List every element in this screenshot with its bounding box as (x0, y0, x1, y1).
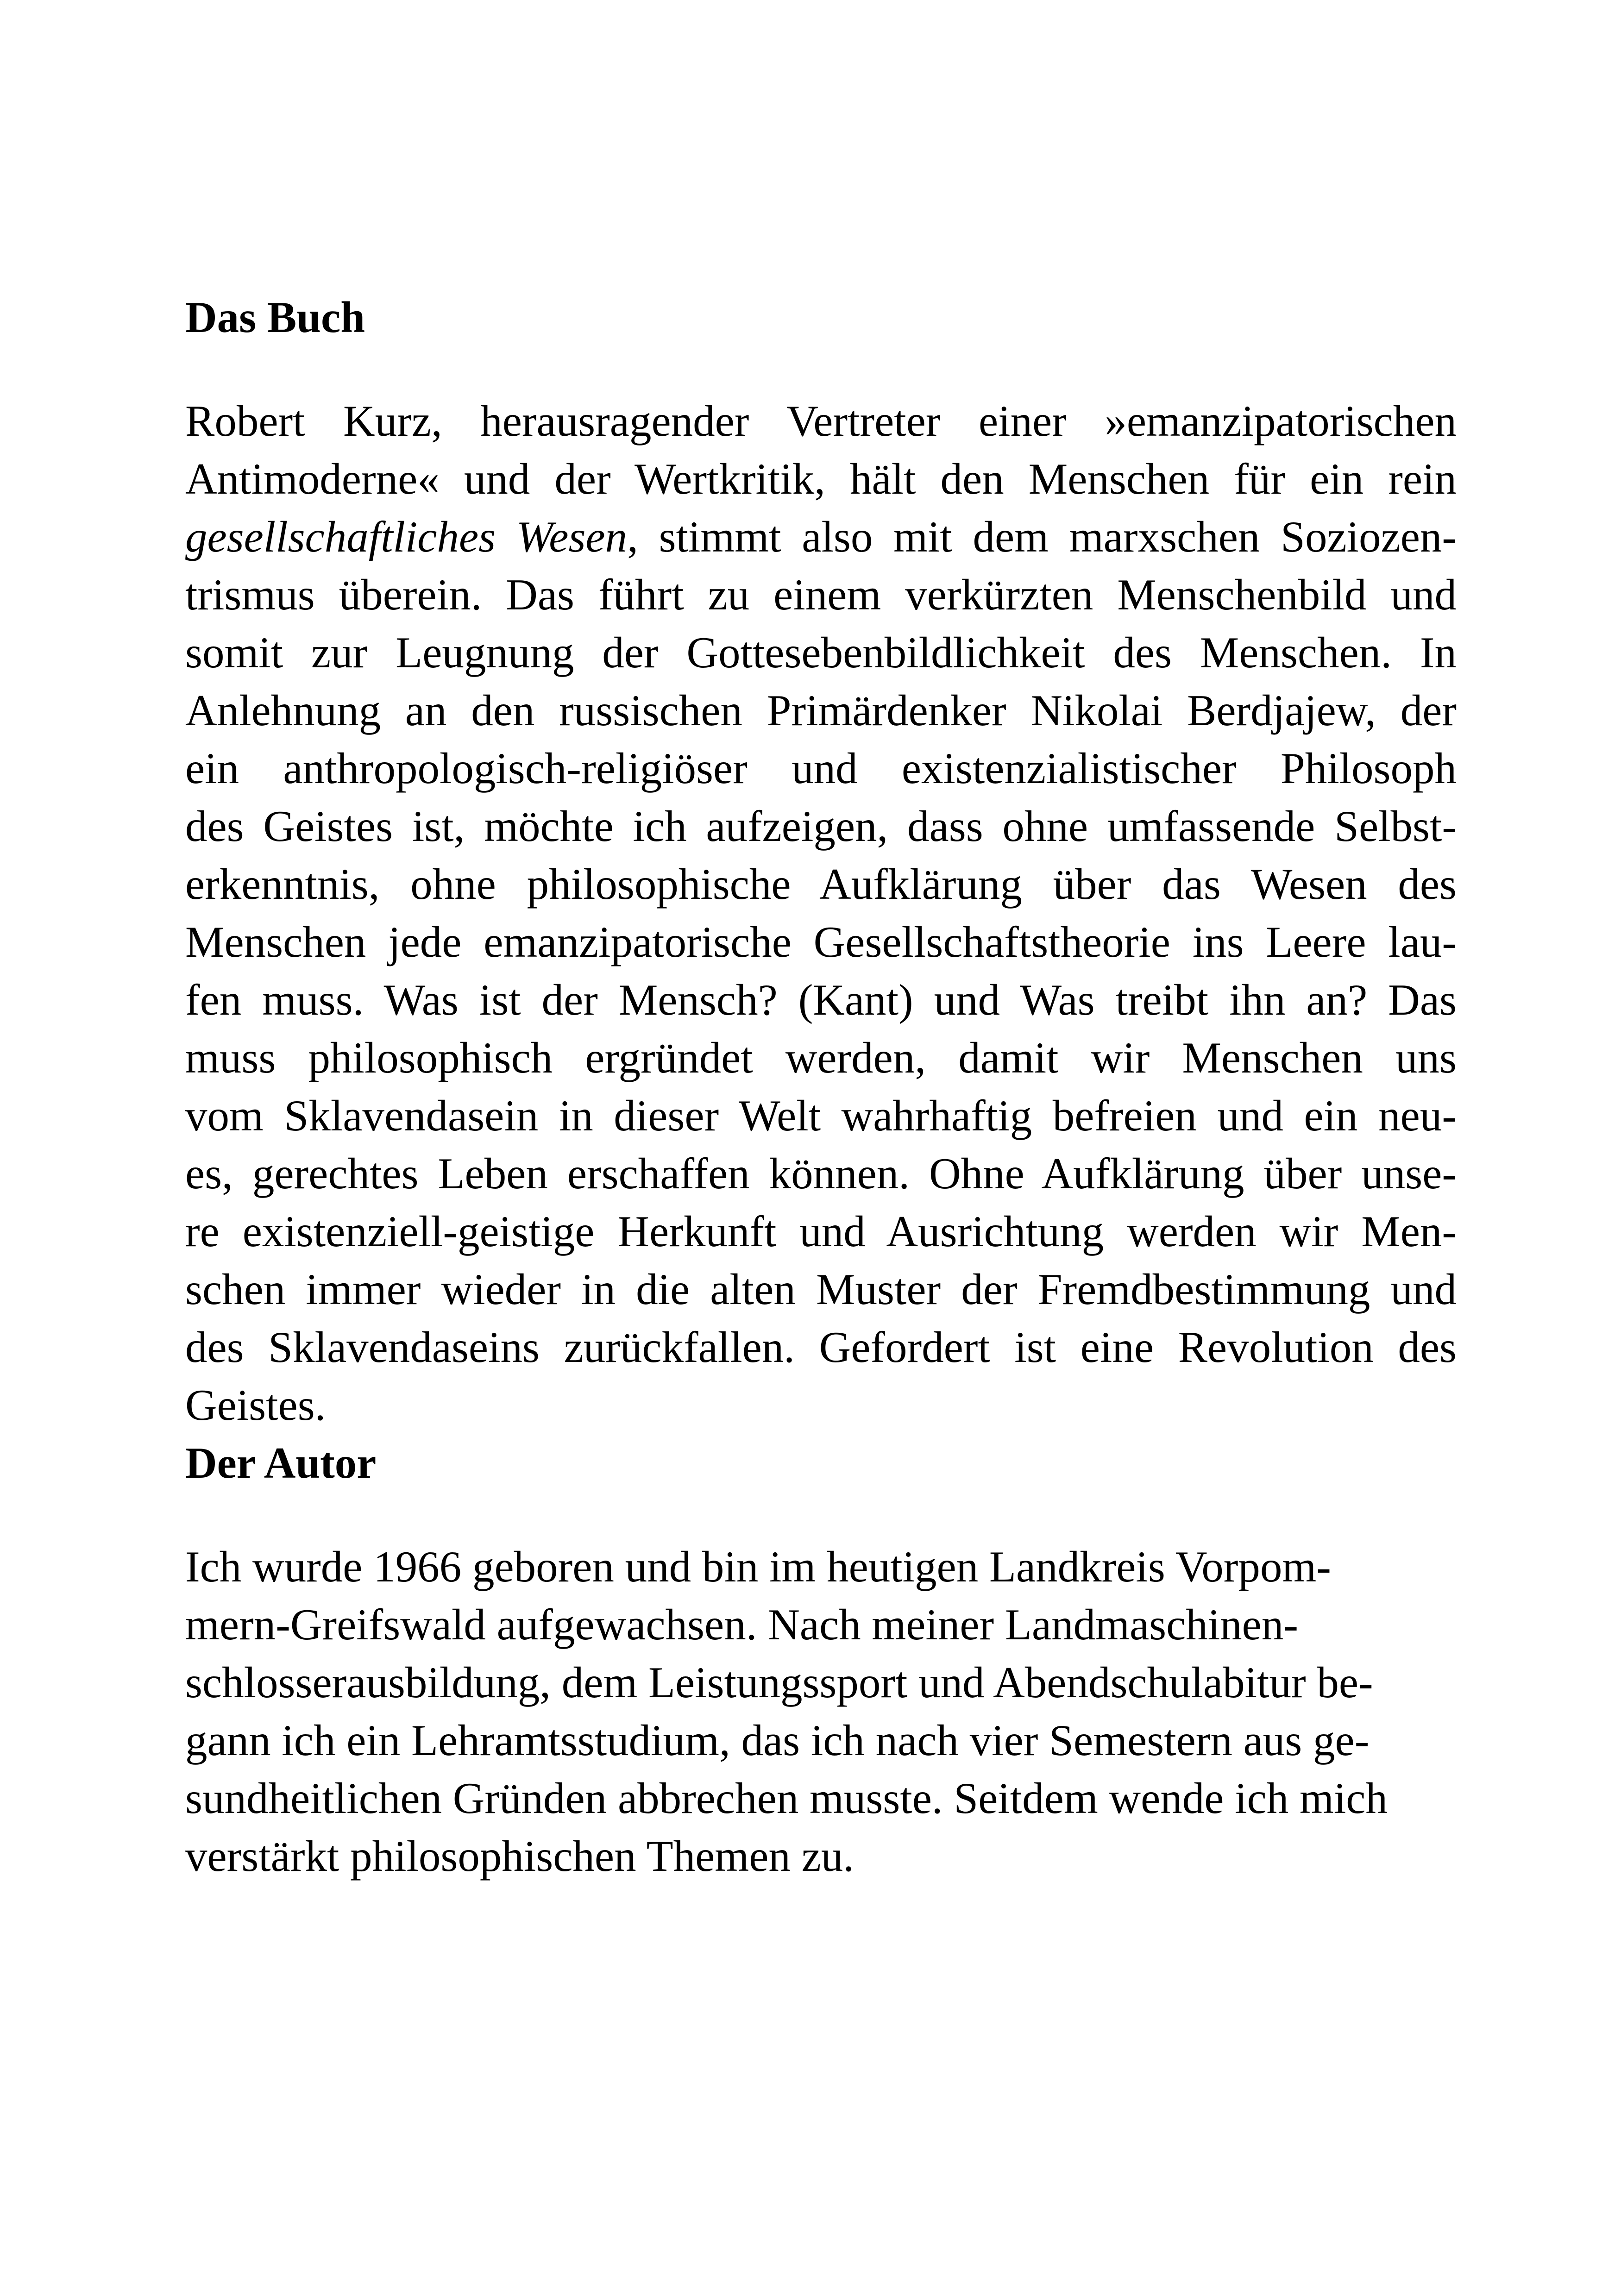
das-buch-heading: Das Buch (185, 293, 365, 342)
der-autor-heading: Der Autor (185, 1438, 377, 1487)
text-segment: ein anthropologisch-religiöser und existenzialistischer Philosoph (185, 744, 1457, 793)
text-line (185, 566, 1457, 624)
text-segment: re existenziell-geistige Herkunft und Ausrichtung werden wir Men- (185, 1207, 1457, 1256)
section-der-autor (185, 1434, 1457, 1885)
text-segment: muss philosophisch ergründet werden, damit wir Menschen uns (185, 1033, 1457, 1082)
text-line (185, 624, 1457, 682)
text-segment: des Sklavendaseins zurückfallen. Gefordert ist eine Revolution des (185, 1323, 1457, 1372)
section-das-buch (185, 289, 1457, 1434)
book-description-paragraph (185, 392, 1457, 1434)
text-line (185, 740, 1457, 797)
text-line (185, 855, 1457, 913)
text-segment: Robert Kurz, herausragender Vertreter einer »emanzipatorischen (185, 396, 1457, 445)
text-line (185, 1596, 1457, 1654)
text-segment: fen muss. Was ist der Mensch? (Kant) und Was treibt ihn an? Das (185, 975, 1457, 1024)
text-line (185, 392, 1457, 450)
text-segment: Menschen jede emanzipatorische Gesellschaftstheorie ins Leere lau- (185, 917, 1457, 966)
text-segment: Ich wurde 1966 geboren und bin im heutigen Landkreis Vorpom- (185, 1542, 1331, 1591)
text-line (185, 913, 1457, 971)
text-line (185, 1318, 1457, 1376)
text-line (185, 797, 1457, 855)
text-segment: gann ich ein Lehramtsstudium, das ich nach vier Semestern aus ge- (185, 1716, 1370, 1765)
text-segment: schen immer wieder in die alten Muster der Fremdbestimmung und (185, 1265, 1457, 1314)
text-line (185, 1712, 1457, 1769)
text-line (185, 1087, 1457, 1145)
text-segment: trismus überein. Das führt zu einem verkürzten Menschenbild und (185, 570, 1457, 619)
text-line (185, 1538, 1457, 1596)
text-segment: des Geistes ist, möchte ich aufzeigen, dass ohne umfassende Selbst- (185, 802, 1457, 851)
text-segment: sundheitlichen Gründen abbrechen musste. Seitdem wende ich mich (185, 1774, 1388, 1823)
text-segment: Geistes. (185, 1380, 326, 1430)
page-content (185, 289, 1457, 1885)
italic-text-segment: gesellschaftliches Wesen (185, 512, 628, 561)
text-segment: mern-Greifswald aufgewachsen. Nach meiner Landmaschinen- (185, 1600, 1298, 1649)
text-segment: erkenntnis, ohne philosophische Aufklärung über das Wesen des (185, 859, 1457, 909)
text-segment: verstärkt philosophischen Themen zu. (185, 1832, 854, 1881)
text-line (185, 1827, 1457, 1885)
text-line (185, 450, 1457, 508)
text-line (185, 1769, 1457, 1827)
text-segment: vom Sklavendasein in dieser Welt wahrhaftig befreien und ein neu- (185, 1091, 1457, 1140)
text-line (185, 1029, 1457, 1087)
text-segment: Antimoderne« und der Wertkritik, hält den Menschen für ein rein (185, 454, 1457, 503)
text-line (185, 1203, 1457, 1261)
text-segment: , stimmt also mit dem marxschen Soziozen- (627, 512, 1457, 561)
text-line (185, 971, 1457, 1029)
text-segment: es, gerechtes Leben erschaffen können. Ohne Aufklärung über unse- (185, 1149, 1457, 1198)
text-segment: Anlehnung an den russischen Primärdenker Nikolai Berdjajew, der (185, 686, 1457, 735)
text-line (185, 508, 1457, 566)
text-line (185, 1145, 1457, 1203)
text-line (185, 1376, 1457, 1434)
text-segment: schlosserausbildung, dem Leistungssport und Abendschulabitur be- (185, 1658, 1373, 1707)
author-bio-paragraph (185, 1538, 1457, 1885)
text-segment: somit zur Leugnung der Gottesebenbildlichkeit des Menschen. In (185, 628, 1457, 677)
text-line (185, 682, 1457, 740)
text-line (185, 1261, 1457, 1318)
text-line (185, 1654, 1457, 1712)
